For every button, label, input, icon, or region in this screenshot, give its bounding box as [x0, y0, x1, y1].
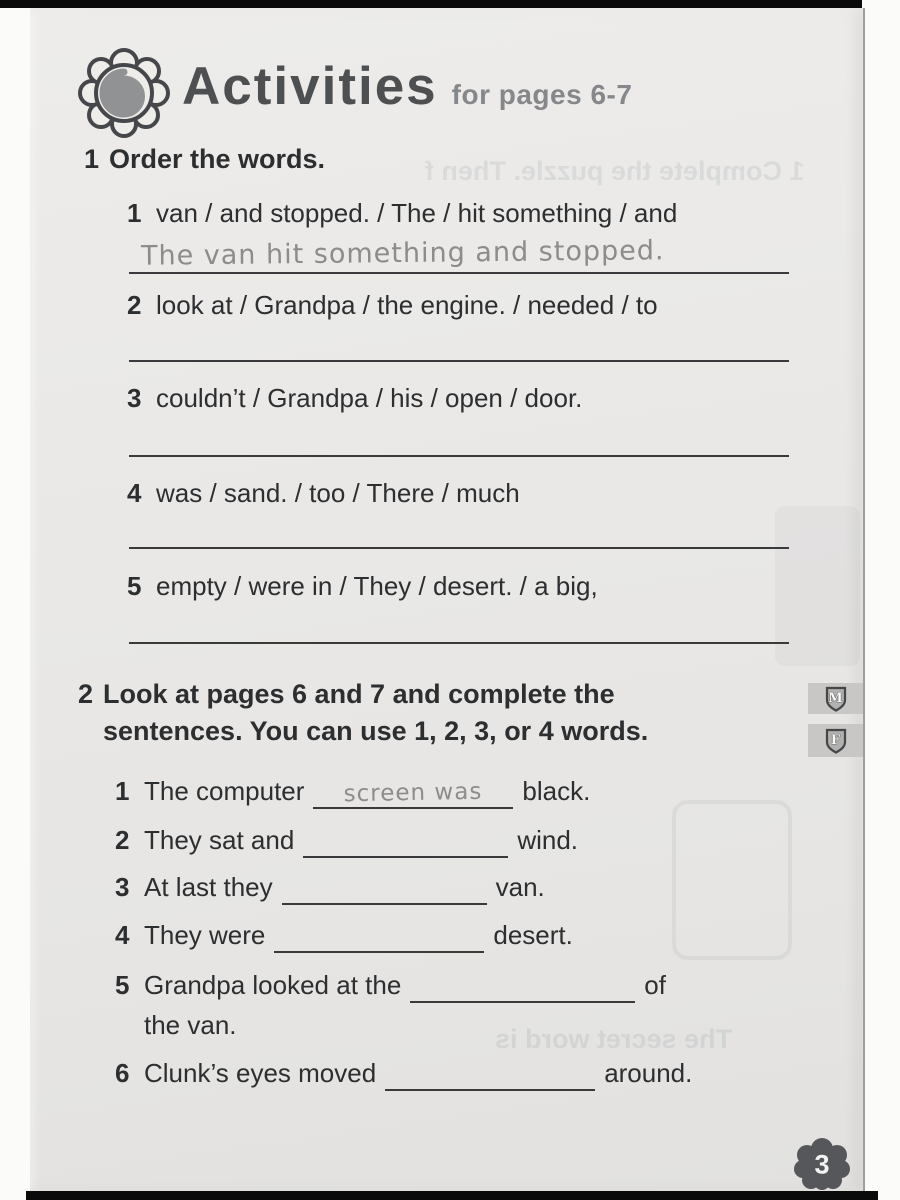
page-header — [182, 56, 632, 117]
exercise1-header — [84, 144, 325, 175]
tab-letter: M — [828, 690, 843, 706]
ex2-item-5-line2: the van. — [144, 1010, 237, 1040]
answer-blank — [410, 971, 635, 1003]
item-text-before: Grandpa looked at the — [144, 970, 402, 1000]
item-text-before: The computer — [144, 776, 305, 806]
ex1-answer-line-3 — [129, 455, 789, 457]
answer-blank — [282, 873, 487, 905]
item-number: 5 — [127, 571, 142, 601]
handwritten-answer — [303, 853, 508, 857]
exercise1-number: 1 — [84, 144, 100, 174]
exercise2-number: 2 — [78, 679, 94, 709]
ex2-item-4 — [115, 920, 573, 953]
item-text-after: around. — [604, 1058, 693, 1088]
ex2-item-5 — [115, 970, 666, 1003]
item-prompt: empty / were in / They / desert. / a big, — [156, 571, 598, 601]
ex1-item-3 — [127, 383, 582, 414]
page-number-badge — [793, 1136, 851, 1192]
ex2-item-6 — [115, 1058, 692, 1091]
handwritten-answer — [282, 900, 487, 904]
item-text-before: They were — [144, 920, 266, 950]
ex2-item-3 — [115, 872, 545, 905]
page-number: 3 — [814, 1149, 830, 1180]
tab-letter: F — [830, 732, 841, 748]
item-text-before: At last they — [144, 872, 273, 902]
handwritten-answer: The van hit something and stopped. — [140, 235, 665, 272]
photo-border-top — [0, 0, 862, 8]
answer-blank — [274, 921, 484, 953]
bleedthrough-text-top: 1 Complete the puzzle. Then f — [425, 156, 805, 186]
bleedthrough-text-bottom: The secret word is — [495, 1024, 733, 1054]
item-number: 2 — [127, 290, 142, 320]
item-prompt: van / and stopped. / The / hit something / and — [156, 198, 678, 228]
exercise2-header — [78, 676, 723, 750]
bleedthrough-shape — [672, 800, 792, 960]
flower-spiral-icon — [78, 48, 170, 140]
item-number: 1 — [115, 776, 130, 806]
exercise2-title: Look at pages 6 and 7 and complete the sentences. You can use 1, 2, 3, or 4 words. — [103, 679, 649, 746]
item-text-after: black. — [522, 776, 591, 806]
workbook-page — [30, 8, 865, 1191]
ex1-answer-line-5 — [129, 642, 789, 644]
item-text-before: Clunk’s eyes moved — [144, 1058, 377, 1088]
ex1-item-1 — [127, 198, 677, 229]
item-prompt: was / sand. / too / There / much — [156, 478, 520, 508]
side-tab-f — [808, 724, 863, 757]
answer-blank — [303, 826, 508, 858]
answer-blank — [313, 777, 513, 809]
page-subtitle: for pages 6-7 — [451, 79, 633, 110]
handwritten-answer: screen was — [343, 778, 483, 808]
ex1-answer-line-4 — [129, 547, 789, 549]
item-text-after: wind. — [517, 825, 579, 855]
item-prompt: couldn’t / Grandpa / his / open / door. — [156, 383, 583, 413]
item-number: 4 — [115, 920, 130, 950]
ex1-answer-line-2 — [129, 360, 789, 362]
ex1-answer-line-1 — [129, 235, 789, 274]
handwritten-answer — [385, 1086, 595, 1090]
side-tab-m — [808, 683, 863, 714]
item-number: 5 — [115, 970, 130, 1000]
item-number: 6 — [115, 1058, 130, 1088]
item-text-after: desert. — [493, 920, 573, 950]
photo-border-bottom — [26, 1191, 878, 1200]
item-text-before: They sat and — [144, 825, 295, 855]
exercise1-title: Order the words. — [109, 144, 326, 174]
ex2-item-1 — [115, 776, 590, 809]
handwritten-answer — [410, 998, 635, 1002]
answer-blank — [385, 1059, 595, 1091]
ex1-item-2 — [127, 290, 658, 321]
item-number: 2 — [115, 825, 130, 855]
page-title: Activities — [182, 57, 438, 116]
item-prompt: look at / Grandpa / the engine. / needed / to — [156, 290, 658, 320]
item-text-after: van. — [495, 872, 545, 902]
item-number: 3 — [127, 383, 142, 413]
item-number: 4 — [127, 478, 142, 508]
item-number: 1 — [127, 198, 142, 228]
ex1-item-5 — [127, 571, 598, 602]
ex1-item-4 — [127, 478, 520, 509]
item-text-after: of — [644, 970, 666, 1000]
ex2-item-2 — [115, 825, 578, 858]
item-number: 3 — [115, 872, 130, 902]
handwritten-answer — [274, 948, 484, 952]
